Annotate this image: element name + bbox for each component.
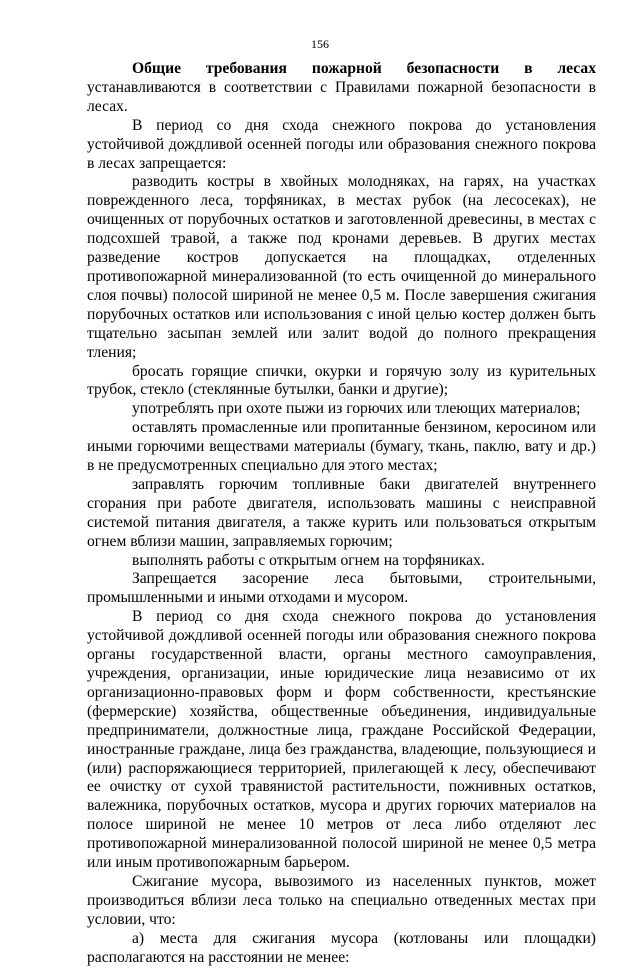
section-heading: Общие требования пожарной безопасности в лесах (132, 60, 596, 77)
page-number: 156 (311, 37, 329, 51)
intro-text: устанавливаются в соответствии с Правилами пожарной безопасности в лесах. (87, 78, 596, 115)
intro-paragraph (87, 60, 596, 117)
paragraph: Сжигание мусора, вывозимого из населенных пунктов, может производиться вблизи леса только на специально отведенных местах при условии, что: (87, 872, 596, 928)
list-item: выполнять работы с открытым огнем на торфяниках. (132, 551, 485, 569)
list-item: заправлять горючим топливные баки двигателей внутреннего сгорания при работе двигателя, использовать машины с неисправной системой питания двигателя, а также курить или пользоваться открытым огнем вблизи машин, заправляемых горючим; (87, 475, 596, 550)
list-item: разводить костры в хвойных молодняках, на гарях, на участках поврежденного леса, торфяниках, в местах рубок (на лесосеках), не очищенных от порубочных остатков и заготовленной древесины, в местах с подсохшей травой, а также под кронами деревьев. В других местах разведение костров допускается на площадках, отделенных противопожарной минерализованной (то есть очищенной до минерального слоя почвы) полосой шириной не менее 0,5 м. После завершения сжигания порубочных остатков или использования с иной целью костер должен быть тщательно засыпан землей или залит водой до полного прекращения тления; (87, 173, 596, 361)
list-item: а) места для сжигания мусора (котлованы или площадки) располагаются на расстоянии не менее: (87, 929, 596, 966)
paragraph: В период со дня схода снежного покрова до установления устойчивой дождливой осенней погоды или образования снежного покрова органы государственной власти, органы местного самоуправления, учреждения, организации, иные юридические лица независимо от их организационно-правовых форм и форм собственности, крестьянские (фермерские) хозяйства, общественные объединения, индивидуальные предприниматели, должностные лица, граждане Российской Федерации, иностранные граждане, лица без гражданства, владеющие, пользующиеся и (или) распоряжающиеся территорией, прилегающей к лесу, обеспечивают ее очистку от сухой травянистой растительности, пожнивных остатков, валежника, порубочных остатков, мусора и других горючих материалов на полосе шириной не менее 10 метров от леса либо отделяют лес противопожарной минерализованной полосой шириной не менее 0,5 метра или иным противопожарным барьером. (87, 608, 596, 872)
list-item: оставлять промасленные или пропитанные бензином, керосином или иными горючими веществами материалы (бумагу, ткань, паклю, вату и др.) в не предусмотренных специально для этого местах; (87, 419, 596, 475)
list-item: бросать горящие спички, окурки и горячую золу из курительных трубок, стекло (стеклянные бутылки, банки и другие); (87, 362, 596, 399)
document-body (87, 60, 596, 968)
list-item: употреблять при охоте пыжи из горючих или тлеющих материалов; (132, 400, 581, 418)
paragraph: Запрещается засорение леса бытовыми, строительными, промышленными и иными отходами и мусором. (87, 570, 596, 607)
paragraph: В период со дня схода снежного покрова до установления устойчивой дождливой осенней погоды или образования снежного покрова в лесах запрещается: (87, 116, 596, 172)
